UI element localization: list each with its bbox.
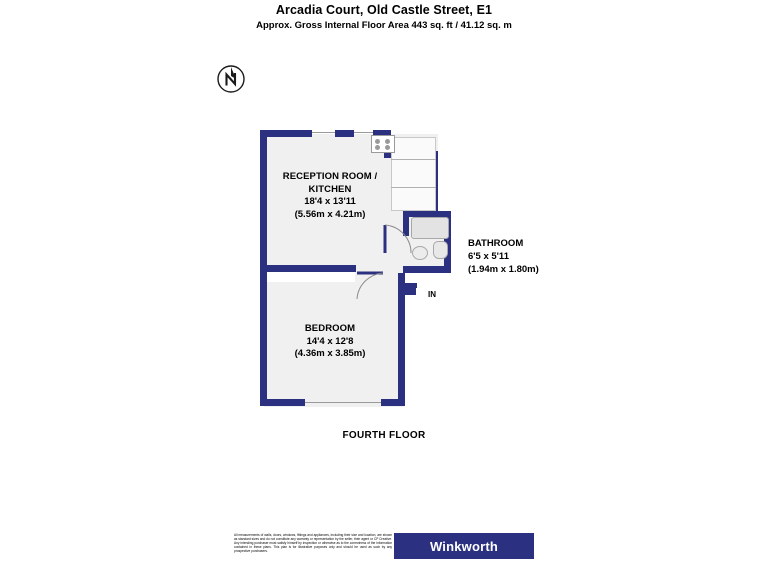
window-top-2 xyxy=(354,132,373,133)
reception-kitchen-name-2: KITCHEN xyxy=(308,183,352,195)
brand-logo: Winkworth xyxy=(394,533,534,559)
wall-bedroom-bottom-right xyxy=(381,399,405,406)
window-top-1 xyxy=(312,132,335,133)
footer xyxy=(234,533,534,571)
wall-reception-bottom-left xyxy=(260,265,356,272)
disclaimer-text: All measurements of walls, doors, windows, fittings and appliances, including their size and location, are shown as standard sizes and do not constitute any warranty or representation by the seller, their agent or CP Creative. Any intending purchaser must satisfy himself by inspection or otherwise as to the correctness of the information contained in these plans. This plan is for illustrative purposes only and should be used as such by any prospective purchasers. xyxy=(234,533,392,554)
north-arrow-icon xyxy=(216,64,246,94)
door-bedroom-icon xyxy=(351,271,385,301)
reception-kitchen-name: RECEPTION ROOM / xyxy=(282,171,378,182)
bathroom-imperial: 6'5 x 5'11 xyxy=(468,251,509,262)
bedroom-metric: (4.36m x 3.85m) xyxy=(294,348,366,359)
wall-top-left xyxy=(260,130,312,137)
header xyxy=(0,2,768,33)
room-label-bedroom xyxy=(250,323,410,361)
page-title: Arcadia Court, Old Castle Street, E1 xyxy=(275,3,493,17)
reception-kitchen-metric: (5.56m x 4.21m) xyxy=(294,208,366,220)
page-subtitle: Approx. Gross Internal Floor Area 443 sq. ft / 41.12 sq. m xyxy=(256,20,512,31)
bathroom-metric: (1.94m x 1.80m) xyxy=(468,264,539,275)
entrance-door xyxy=(405,283,417,288)
wall-bathroom-bottom xyxy=(403,266,451,273)
room-label-bathroom xyxy=(468,237,638,276)
bedroom-name: BEDROOM xyxy=(304,323,356,334)
room-label-reception-kitchen xyxy=(250,171,410,221)
basin-icon xyxy=(412,246,428,260)
entrance-label: IN xyxy=(428,290,436,299)
wall-bedroom-bottom-left xyxy=(260,399,305,406)
counter-edge-icon xyxy=(391,159,436,160)
door-bathroom-icon xyxy=(383,223,413,257)
bedroom-imperial: 14'4 x 12'8 xyxy=(306,335,354,347)
floor-plan xyxy=(255,125,455,415)
window-bedroom-bottom xyxy=(305,402,381,403)
wall-top-mid xyxy=(335,130,354,137)
toilet-icon xyxy=(433,241,448,259)
reception-kitchen-imperial: 18'4 x 13'11 xyxy=(304,196,356,207)
bath-icon xyxy=(411,217,449,239)
hob-icon xyxy=(371,135,395,153)
bathroom-name: BATHROOM xyxy=(468,238,524,249)
floor-caption: FOURTH FLOOR xyxy=(342,430,426,441)
